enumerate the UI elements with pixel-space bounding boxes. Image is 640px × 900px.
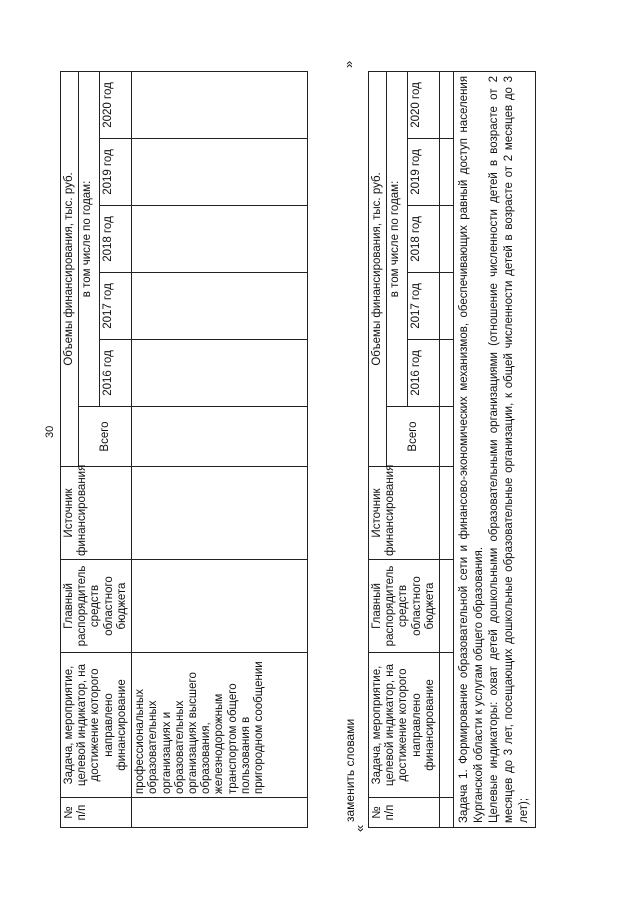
header-manager: Главный распорядитель средств областного бюджета — [369, 560, 440, 653]
header-by-years: в том числе по годам: — [79, 71, 100, 406]
body-cell — [440, 560, 454, 653]
task-description — [454, 71, 536, 827]
task-text: Задача 1. Формирование образовательной сети и финансово-экономических механизмов, обеспечивающих равный доступ населения Курганской области к услугам общего образования. — [458, 75, 486, 823]
body-cell — [132, 340, 308, 407]
body-cell — [440, 71, 454, 138]
indicators-text: Целевые индикаторы: охват детей дошкольными образовательными организациями (отношение численности детей в возрасте от 2 месяцев до 3 лет, посещающих дошкольные образовательные организации, к общей численности детей в возрасте от 2 месяцев до 3 лет); — [487, 75, 530, 823]
header-year: 2019 год — [100, 139, 132, 206]
header-by-years: в том числе по годам: — [387, 71, 408, 406]
header-volumes: Объемы финансирования, тыс. руб. — [61, 71, 79, 466]
header-manager: Главный распорядитель средств областного бюджета — [61, 560, 132, 653]
body-cell — [440, 798, 454, 828]
header-volumes: Объемы финансирования, тыс. руб. — [369, 71, 387, 466]
header-total: Всего — [387, 407, 440, 467]
body-cell — [440, 407, 454, 467]
body-cell — [440, 206, 454, 273]
header-year: 2016 год — [408, 340, 440, 407]
page-number: 30 — [44, 425, 56, 438]
header-num: № п/п — [369, 798, 440, 828]
body-cell — [440, 273, 454, 340]
body-cell — [132, 798, 308, 828]
header-year: 2019 год — [408, 139, 440, 206]
header-source: Источник финансирования — [61, 467, 132, 560]
body-task-text: профессиональных образовательных организациях и образовательных организациях высшего образования, железнодорожным транспортом общего пользования в пригородном сообщении — [132, 653, 308, 798]
header-task: Задача, мероприятие, целевой индикатор, на достижение которого направлено финансирование — [369, 653, 440, 798]
header-task: Задача, мероприятие, целевой индикатор, на достижение которого направлено финансирование — [61, 653, 132, 798]
opening-quote: « — [352, 824, 367, 832]
header-year: 2020 год — [408, 71, 440, 138]
header-year: 2020 год — [100, 71, 132, 138]
header-year: 2016 год — [100, 340, 132, 407]
header-num: № п/п — [61, 798, 132, 828]
header-source: Источник финансирования — [369, 467, 440, 560]
body-cell — [440, 340, 454, 407]
funding-table-old — [60, 71, 308, 828]
body-cell — [132, 560, 308, 653]
body-cell — [132, 273, 308, 340]
header-year: 2018 год — [408, 206, 440, 273]
funding-table-new — [368, 71, 536, 828]
body-cell — [132, 139, 308, 206]
header-year: 2017 год — [408, 273, 440, 340]
body-cell — [440, 139, 454, 206]
body-cell — [132, 467, 308, 560]
replace-words: заменить словами — [343, 718, 357, 822]
header-year: 2018 год — [100, 206, 132, 273]
body-cell — [440, 653, 454, 798]
body-cell — [132, 71, 308, 138]
body-cell — [440, 467, 454, 560]
header-total: Всего — [79, 407, 132, 467]
body-cell — [132, 206, 308, 273]
body-cell — [132, 407, 308, 467]
header-year: 2017 год — [100, 273, 132, 340]
closing-quote: » — [341, 60, 356, 68]
